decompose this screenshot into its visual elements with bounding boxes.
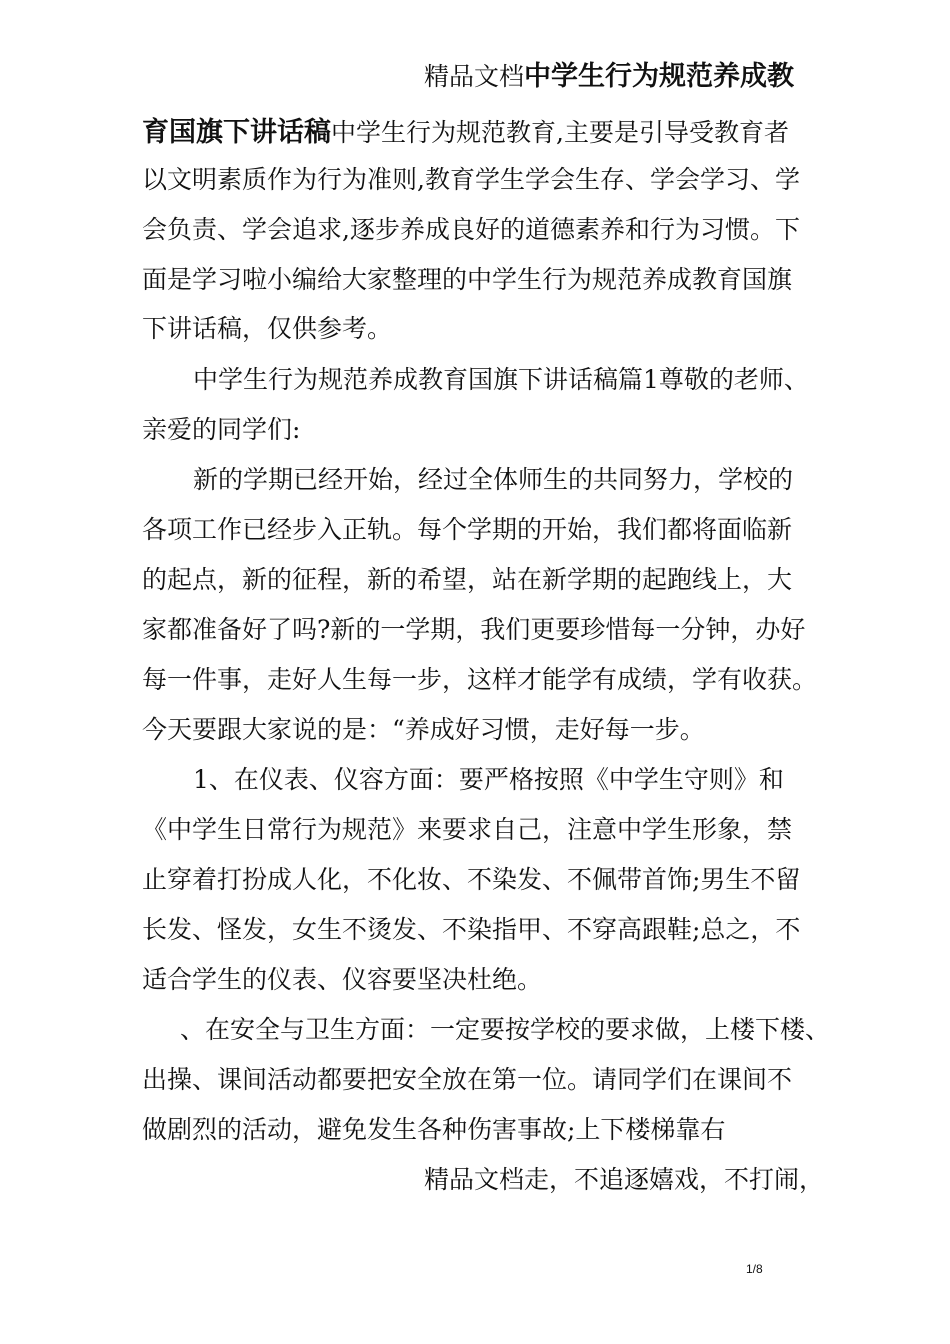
paragraph-line: 1、在仪表、仪容方面：要严格按照《中学生守则》和	[193, 765, 784, 794]
paragraph-line: 适合学生的仪表、仪容要坚决杜绝。	[142, 965, 543, 994]
speech-heading-line: 中学生行为规范养成教育国旗下讲话稿篇1尊敬的老师、	[193, 365, 809, 394]
body-line-5: 面是学习啦小编给大家整理的中学生行为规范养成教育国旗	[142, 265, 793, 294]
paragraph-line: 出操、课间活动都要把安全放在第一位。请同学们在课间不	[142, 1065, 793, 1094]
paragraph-line: 新的学期已经开始，经过全体师生的共同努力，学校的	[193, 465, 794, 494]
header-line	[424, 60, 794, 94]
paragraph-line: 每一件事，走好人生每一步，这样才能学有成绩，学有收获。	[142, 665, 818, 694]
paragraph-line: 做剧烈的活动，避免发生各种伤害事故;上下楼梯靠右	[142, 1115, 726, 1144]
body-line-4: 会负责、学会追求,逐步养成良好的道德素养和行为习惯。下	[142, 215, 800, 244]
paragraph-line: 精品文档走，不追逐嬉戏，不打闹，	[424, 1165, 825, 1194]
document-title-part2: 育国旗下讲话稿	[142, 117, 331, 148]
paragraph-line: 家都准备好了吗?新的一学期，我们更要珍惜每一分钟，办好	[142, 615, 806, 644]
body-line-6: 下讲话稿，仅供参考。	[142, 314, 393, 343]
header-label: 精品文档	[424, 62, 525, 91]
intro-text: 中学生行为规范教育,主要是引导受教育者	[331, 118, 789, 147]
page-number: 1/8	[746, 1262, 763, 1276]
body-line-2	[142, 116, 789, 150]
paragraph-line: 的起点，新的征程，新的希望，站在新学期的起跑线上，大	[142, 565, 793, 594]
paragraph-line: 止穿着打扮成人化，不化妆、不染发、不佩带首饰;男生不留	[142, 865, 801, 894]
paragraph-line: 各项工作已经步入正轨。每个学期的开始，我们都将面临新	[142, 515, 793, 544]
document-title-part1: 中学生行为规范养成教	[524, 61, 795, 92]
paragraph-line: 今天要跟大家说的是：“养成好习惯，走好每一步。	[142, 715, 705, 744]
paragraph-line: 《中学生日常行为规范》来要求自己，注意中学生形象，禁	[142, 815, 793, 844]
paragraph-line: 长发、怪发，女生不烫发、不染指甲、不穿高跟鞋;总之，不	[142, 915, 801, 944]
body-line-3: 以文明素质作为行为准则,教育学生学会生存、学会学习、学	[142, 165, 800, 194]
paragraph-line: 、在安全与卫生方面：一定要按学校的要求做，上楼下楼、	[180, 1015, 831, 1044]
salutation-line: 亲爱的同学们:	[142, 415, 301, 444]
